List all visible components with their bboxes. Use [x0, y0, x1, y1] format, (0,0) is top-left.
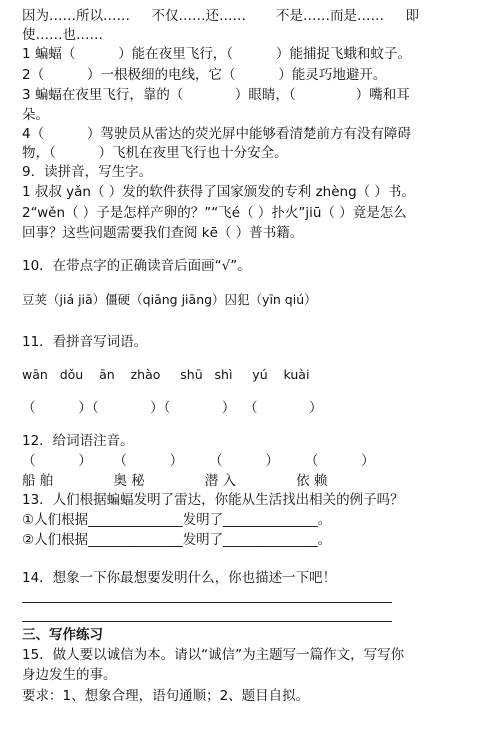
fill-sentence-3-cont: 朵。 [22, 107, 49, 123]
question-15-text-cont: 身边发生的事。 [22, 667, 117, 683]
question-11-blanks: （ ）（ ）（ ） （ ） [22, 400, 323, 416]
connectives-line-cont: 使……也…… [22, 27, 103, 43]
question-9-item-2-cont: 回事？这些问题需要我们查阅 kē（ ）普书籍。 [22, 225, 304, 241]
answer-rule-2 [22, 621, 392, 622]
question-12-words: 船 舶 奥 秘 潜 入 依 赖 [22, 473, 328, 489]
question-13-title: 13．人们根据蝙蝠发明了雷达，你能从生活找出相关的例子吗？ [22, 492, 404, 508]
fill-sentence-2: 2（ ）一根极细的电线，它（ ）能灵巧地避开。 [22, 67, 387, 83]
fill-sentence-3: 3 蝙蝠在夜里飞行，靠的（ ）眼睛，（ ）嘴和耳 [22, 87, 410, 103]
answer-rule-1 [22, 602, 392, 603]
fill-sentence-4-cont: 物，（ ）飞机在夜里飞行也十分安全。 [22, 145, 288, 161]
connectives-line: 因为……所以…… 不仅……还…… 不是……而是…… 即 [22, 8, 419, 24]
fill-sentence-1: 1 蝙蝠（ ）能在夜里飞行，（ ）能捕捉飞蛾和蚊子。 [22, 46, 411, 62]
question-12-title: 12．给词语注音。 [22, 433, 134, 449]
question-13-item-2: ②人们根据______________发明了______________。 [22, 532, 332, 548]
question-11-title: 11．看拼音写词语。 [22, 334, 148, 350]
question-15-requirements: 要求：1、想象合理，语句通顺；2、题目自拟。 [22, 688, 310, 704]
question-9-title: 9．读拼音，写生字。 [22, 164, 153, 180]
question-11-pinyin: wān dǒu ān zhào shū shì yú kuài [22, 367, 310, 382]
question-10-title: 10．在带点字的正确读音后面画“√”。 [22, 258, 251, 274]
question-12-blanks: （ ） （ ） （ ） （ ） [22, 453, 375, 469]
question-15-text: 15．做人要以诚信为本。请以“诚信”为主题写一篇作文，写写你 [22, 647, 405, 663]
question-14-title: 14．想象一下你最想要发明什么，你也描述一下吧！ [22, 570, 337, 586]
question-10-items: 豆荚（jiá jiā）僵硬（qiāng jiāng）囚犯（yīn qiú） [22, 292, 317, 307]
question-13-item-1: ①人们根据______________发明了______________。 [22, 512, 332, 528]
fill-sentence-4: 4（ ）驾驶员从雷达的荧光屏中能够看清楚前方有没有障碍 [22, 126, 412, 142]
section-3-heading: 三、写作练习 [22, 627, 103, 643]
question-9-item-1: 1 叔叔 yǎn（ ）发的软件获得了国家颁发的专利 zhèng（ ）书。 [22, 184, 415, 200]
question-9-item-2: 2“wěn（ ）子是怎样产卵的？”“飞é（ ）扑火”jiū（ ）竟是怎么 [22, 205, 407, 221]
